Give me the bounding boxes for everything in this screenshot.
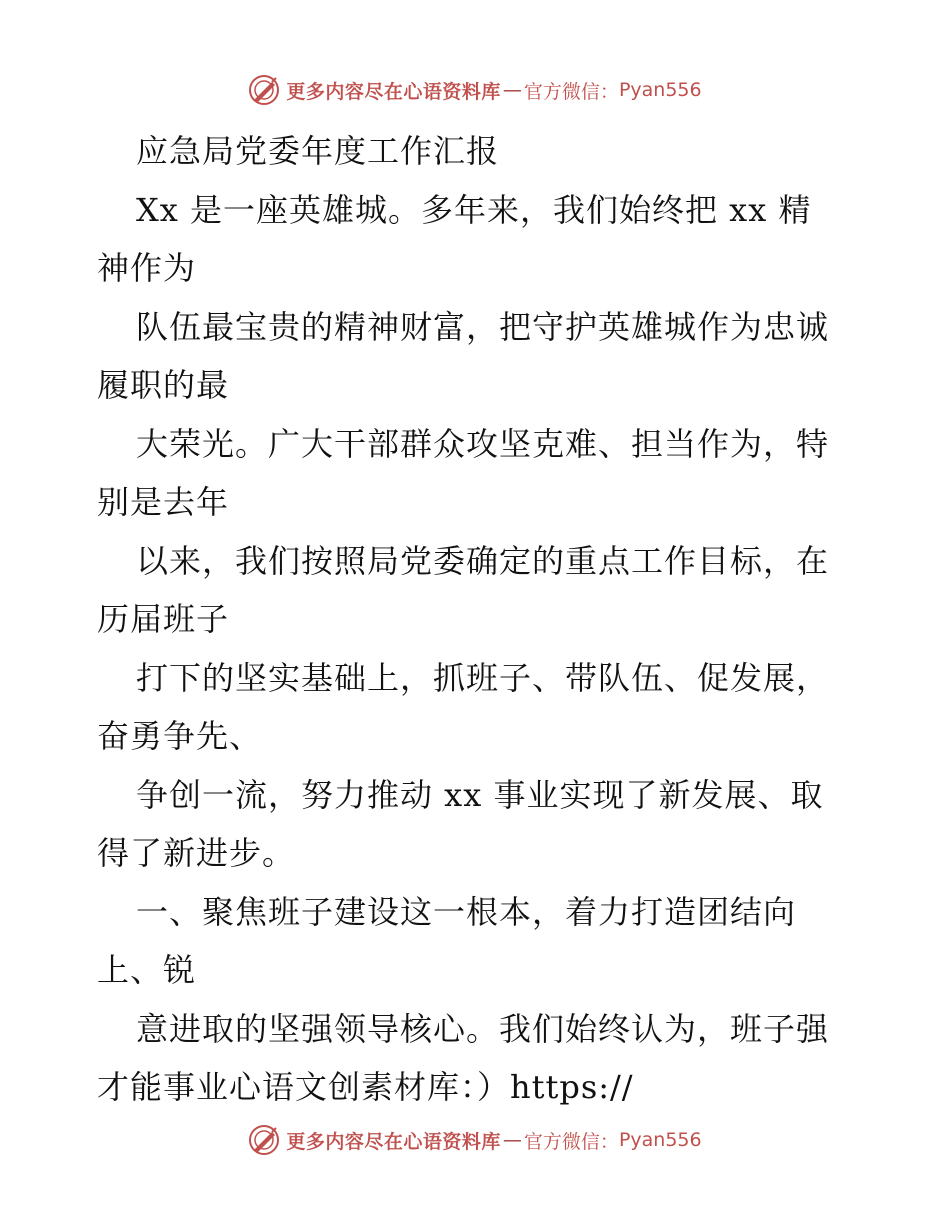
paragraph-line: Xx 是一座英雄城。多年来，我们始终把 xx 精 xyxy=(136,190,812,229)
watermark-dash: — xyxy=(502,79,522,101)
paragraph-line: 大荣光。广大干部群众攻坚克难、担当作为，特 xyxy=(136,424,830,463)
watermark-account: Pyan556 xyxy=(618,79,702,101)
watermark-header xyxy=(0,70,950,110)
watermark-dash: — xyxy=(502,1129,522,1151)
watermark-suffix: 官方微信： xyxy=(523,1130,619,1153)
paragraph-line: 奋勇争先、 xyxy=(97,717,263,755)
paragraph-line: 以来，我们按照局党委确定的重点工作目标，在 xyxy=(136,541,830,580)
watermark-account: Pyan556 xyxy=(618,1129,702,1151)
paragraph-line: 得了新进步。 xyxy=(97,834,296,872)
paragraph-line: 历届班子 xyxy=(97,600,230,638)
paragraph-line: 履职的最 xyxy=(97,366,230,404)
paragraph-line: 别是去年 xyxy=(97,483,230,521)
paragraph-line: 打下的坚实基础上，抓班子、带队伍、促发展， xyxy=(136,658,830,697)
document-title: 应急局党委年度工作汇报 xyxy=(136,132,500,170)
paragraph-line: 队伍最宝贵的精神财富，把守护英雄城作为忠诚 xyxy=(136,307,830,346)
quill-pen-icon xyxy=(248,1124,280,1156)
paragraph-line: 神作为 xyxy=(97,249,197,287)
paragraph-line: 才能事业心语文创素材库：）https:// xyxy=(97,1068,634,1106)
watermark-footer xyxy=(0,1120,950,1160)
paragraph-line: 争创一流，努力推动 xx 事业实现了新发展、取 xyxy=(136,775,824,814)
quill-pen-icon xyxy=(248,74,280,106)
section-heading-line: 上、锐 xyxy=(97,951,197,989)
watermark-suffix: 官方微信： xyxy=(523,80,619,103)
paragraph-line: 意进取的坚强领导核心。我们始终认为，班子强 xyxy=(136,1009,830,1048)
section-heading-line: 一、聚焦班子建设这一根本，着力打造团结向 xyxy=(136,892,797,931)
document-body xyxy=(97,122,857,1117)
watermark-brand: 更多内容尽在心语资料库 xyxy=(286,80,501,103)
watermark-brand: 更多内容尽在心语资料库 xyxy=(286,1130,501,1153)
